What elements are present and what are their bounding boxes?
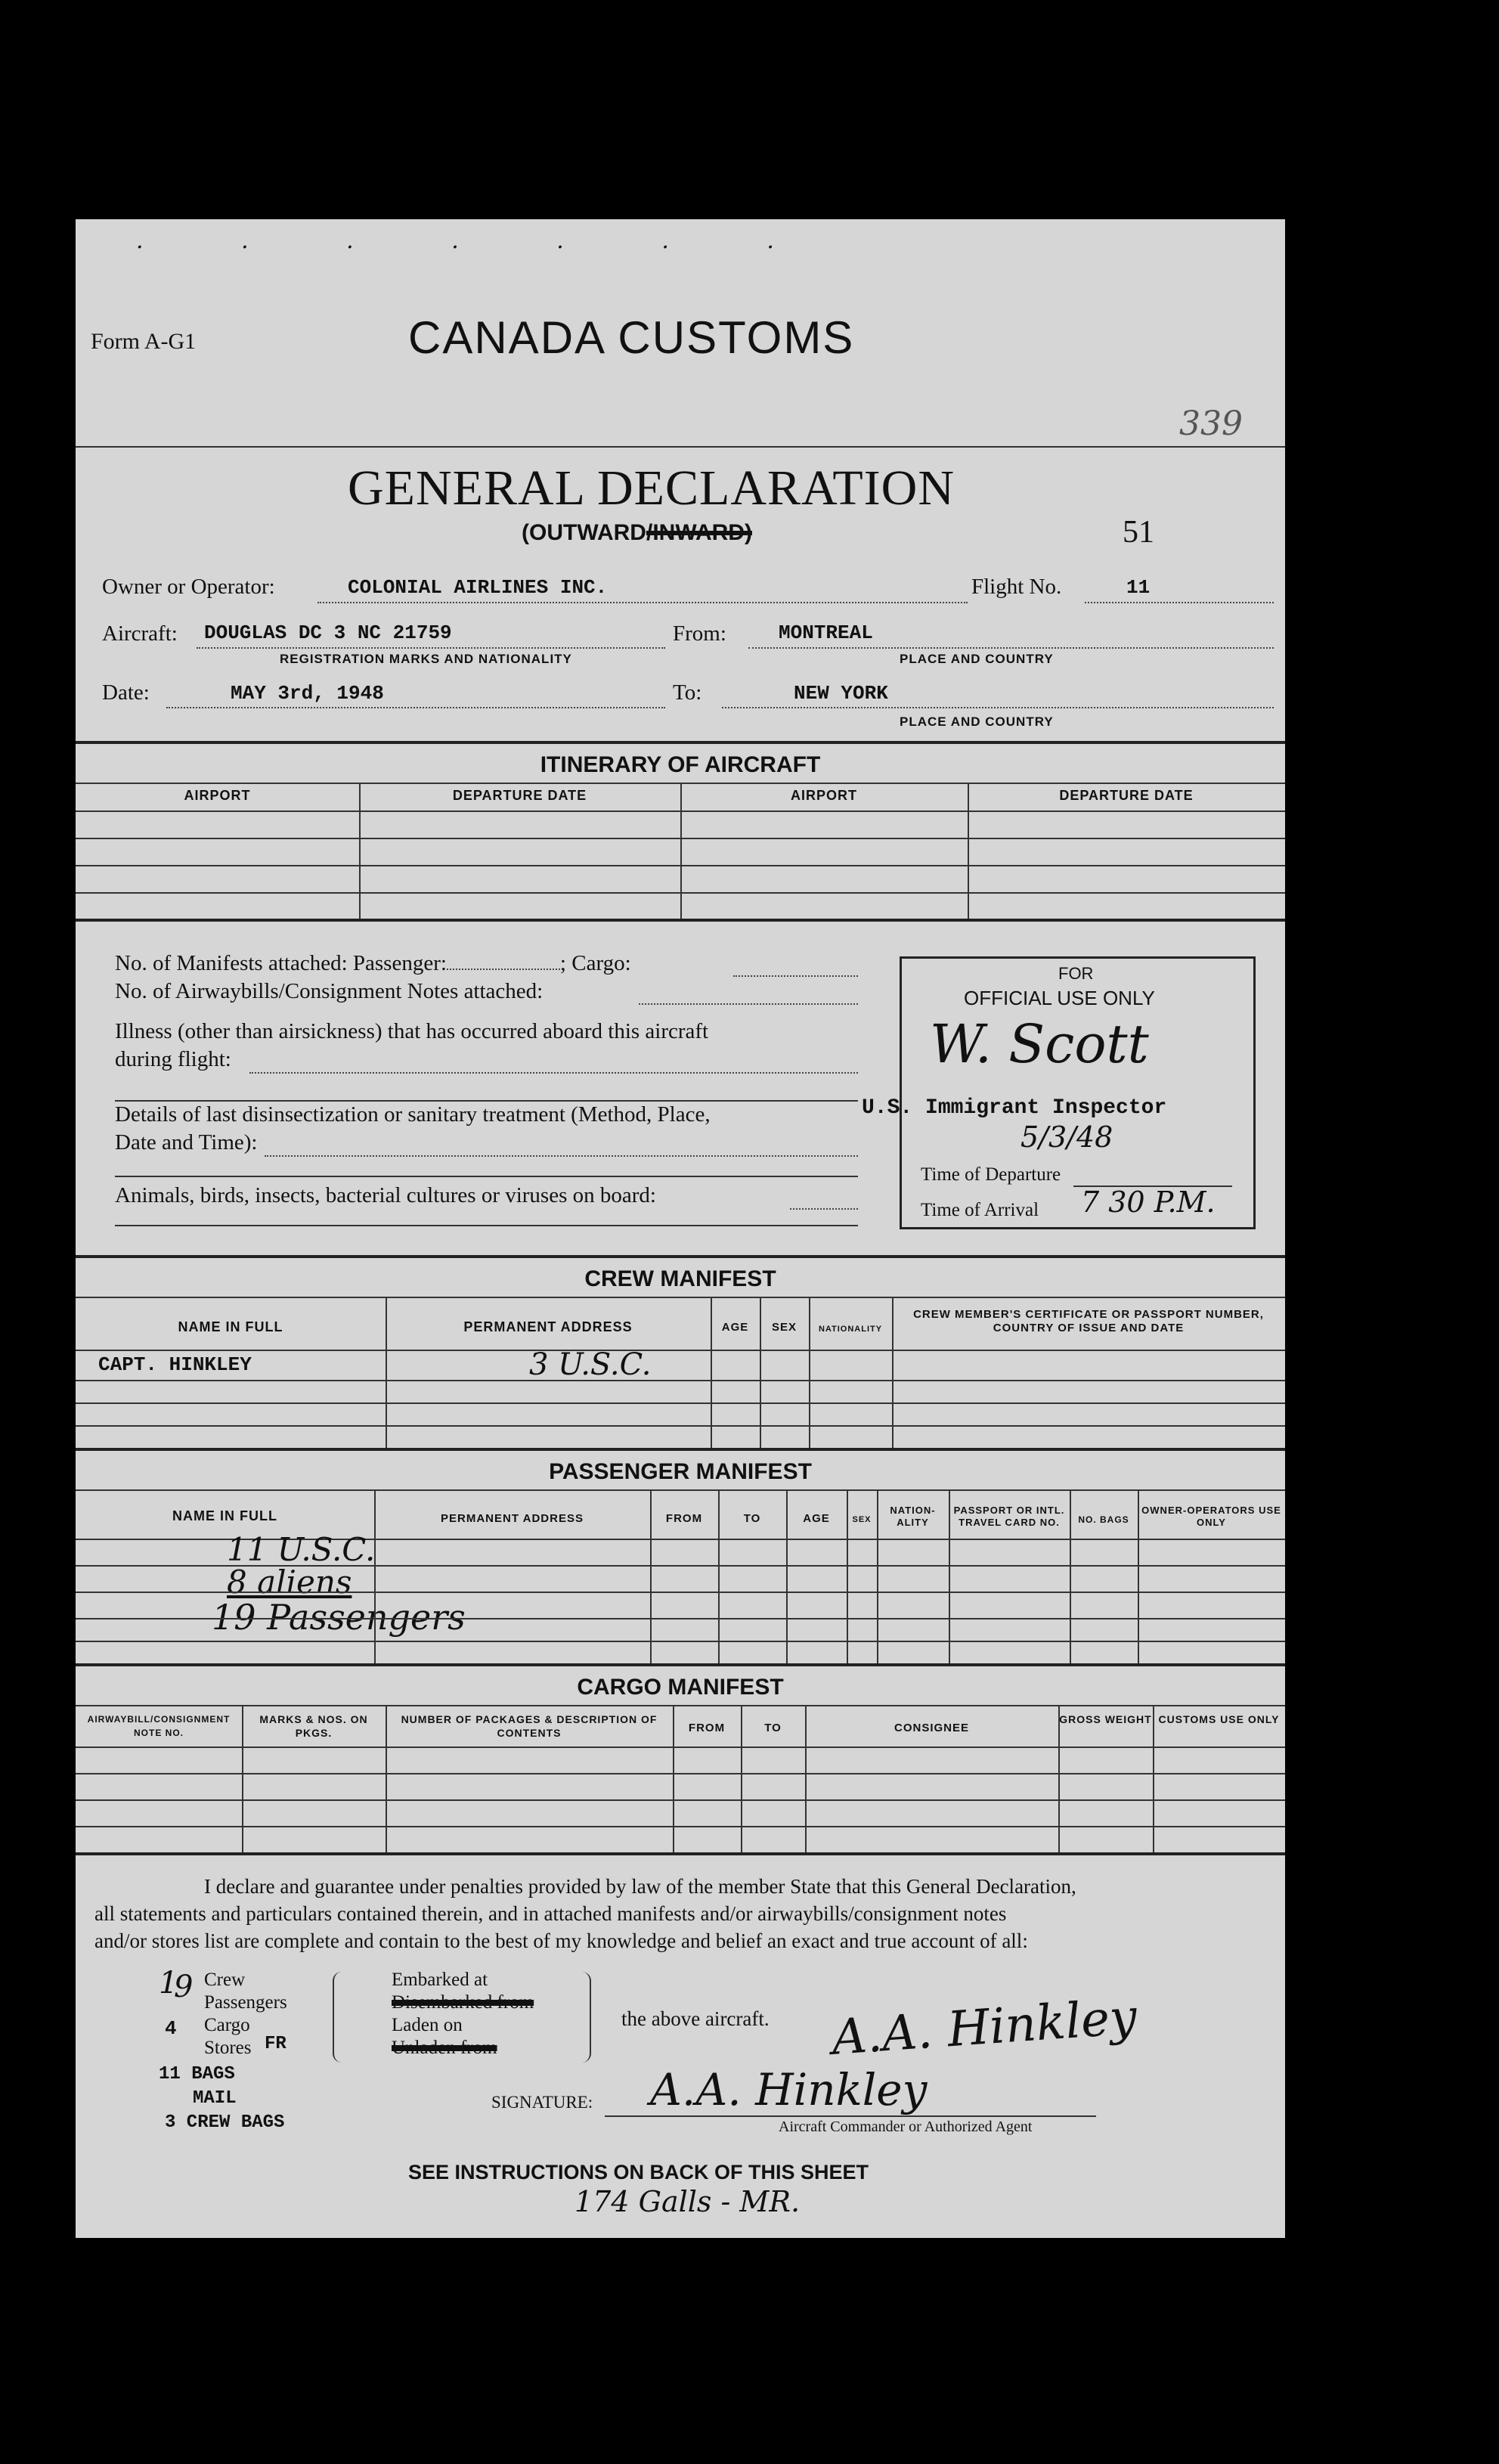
declaration-signature-caption: Aircraft Commander or Authorized Agent xyxy=(779,2118,1033,2135)
crew-rule-2 xyxy=(76,1402,1285,1404)
passenger-entry-3: 19 Passengers xyxy=(212,1597,466,1638)
crew-col-name: NAME IN FULL xyxy=(178,1319,283,1334)
cargo-col-to: TO xyxy=(764,1722,782,1734)
flight-line xyxy=(1085,602,1274,603)
passenger-rule-4 xyxy=(76,1641,1285,1642)
crew-vline-1 xyxy=(386,1297,387,1448)
cargo-vline-5 xyxy=(805,1705,807,1852)
crew-header-rule-top xyxy=(76,1297,1285,1298)
declaration-bracket xyxy=(333,1972,349,2063)
passenger-col-name: NAME IN FULL xyxy=(172,1508,277,1523)
cargo-rule-1 xyxy=(76,1773,1285,1774)
manifests-line-3a: Illness (other than airsickness) that has occurred aboard this aircraft xyxy=(115,1019,709,1043)
crew-col-certificate: CREW MEMBER'S CERTIFICATE OR PASSPORT NUMBER, COUNTRY OF ISSUE AND DATE xyxy=(913,1308,1264,1334)
declaration-unladen: Unladen from xyxy=(392,2038,497,2058)
passenger-header-rule-top xyxy=(76,1489,1285,1491)
itinerary-col-airport-2: AIRPORT xyxy=(791,788,857,803)
itinerary-bottom-rule xyxy=(76,919,1285,922)
subtitle-inward: /INWARD) xyxy=(646,520,752,545)
passenger-col-sex: SEX xyxy=(852,1515,872,1524)
official-date: 5/3/48 xyxy=(1020,1120,1113,1154)
agency-title: CANADA CUSTOMS xyxy=(408,312,855,363)
passenger-vline-6 xyxy=(877,1489,878,1663)
manifests-line-4-rule xyxy=(265,1155,858,1157)
subtitle-outward: (OUTWARD xyxy=(522,520,646,545)
manifests-passenger-label: No. of Manifests attached: Passenger: xyxy=(115,951,447,975)
date-value: MAY 3rd, 1948 xyxy=(231,682,384,705)
official-arrival-label: Time of Arrival xyxy=(921,1200,1039,1220)
from-label: From: xyxy=(673,621,726,646)
passenger-vline-4 xyxy=(786,1489,788,1663)
itinerary-vline-1 xyxy=(359,783,361,919)
cargo-top-rule xyxy=(76,1663,1285,1666)
passenger-vline-1 xyxy=(374,1489,376,1663)
declaration-signature-label: SIGNATURE: xyxy=(491,2093,593,2112)
cargo-title: CARGO MANIFEST xyxy=(577,1675,784,1700)
passenger-col-to: TO xyxy=(743,1512,761,1525)
crew-title: CREW MANIFEST xyxy=(584,1266,776,1291)
manifests-line-4a: Details of last disinsectization or sanitary treatment (Method, Place, xyxy=(115,1102,711,1127)
passenger-col-from: FROM xyxy=(665,1512,703,1525)
declaration-crew-label: Crew xyxy=(204,1970,246,1990)
from-line xyxy=(748,647,1274,649)
top-scribbles: · · · · · · · xyxy=(136,234,819,261)
declaration-instructions: SEE INSTRUCTIONS ON BACK OF THIS SHEET xyxy=(408,2161,869,2184)
manifests-cargo-line xyxy=(733,975,858,977)
from-caption: PLACE AND COUNTRY xyxy=(900,652,1054,666)
declaration-signature-line xyxy=(605,2115,1096,2117)
cargo-vline-4 xyxy=(741,1705,742,1852)
passenger-col-bags: NO. BAGS xyxy=(1078,1514,1129,1525)
manifests-line-3b: during flight: xyxy=(115,1047,231,1071)
aircraft-caption: REGISTRATION MARKS AND NATIONALITY xyxy=(280,652,572,666)
to-value: NEW YORK xyxy=(794,682,888,705)
crew-row-name: CAPT. HINKLEY xyxy=(98,1353,252,1376)
cargo-vline-1 xyxy=(242,1705,243,1852)
crew-col-age: AGE xyxy=(721,1321,749,1334)
crew-rule-1 xyxy=(76,1380,1285,1381)
declaration-passengers-label: Passengers xyxy=(204,1992,287,2013)
passenger-vline-5 xyxy=(847,1489,848,1663)
owner-line xyxy=(317,602,968,603)
passenger-col-age: AGE xyxy=(803,1512,830,1525)
itinerary-top-rule xyxy=(76,741,1285,744)
declaration-text-3: and/or stores list are complete and contain to the best of my knowledge and belief an exact and true account of all: xyxy=(94,1929,1028,1952)
cargo-col-from: FROM xyxy=(688,1722,726,1734)
passenger-col-address: PERMANENT ADDRESS xyxy=(441,1512,584,1525)
cargo-col-marks: MARKS & NOS. ON PKGS. xyxy=(259,1713,368,1739)
form-title: GENERAL DECLARATION xyxy=(348,460,955,516)
cargo-col-consignee: CONSIGNEE xyxy=(894,1722,969,1734)
declaration-handnote: 174 Galls - MR. xyxy=(575,2185,801,2218)
declaration-signature-hand: A.A. Hinkley xyxy=(650,2064,928,2115)
form-number: Form A-G1 xyxy=(91,329,197,354)
declaration-disembarked: Disembarked from xyxy=(392,1992,534,2013)
passenger-col-passport: PASSPORT OR INTL. TRAVEL CARD NO. xyxy=(953,1505,1065,1528)
crew-vline-4 xyxy=(809,1297,810,1448)
aircraft-line xyxy=(197,647,665,649)
itinerary-col-airport-1: AIRPORT xyxy=(184,788,251,803)
declaration-mail: MAIL xyxy=(193,2088,237,2109)
cargo-col-packages: NUMBER OF PACKAGES & DESCRIPTION OF CONTENTS xyxy=(401,1713,658,1739)
crew-vline-3 xyxy=(760,1297,761,1448)
itinerary-col-date-1: DEPARTURE DATE xyxy=(452,788,587,803)
owner-value: COLONIAL AIRLINES INC. xyxy=(348,576,608,599)
declaration-crew-count: 1 xyxy=(159,1966,178,2001)
passenger-col-nationality: NATION-ALITY xyxy=(890,1505,936,1528)
cargo-vline-2 xyxy=(386,1705,387,1852)
itinerary-vline-2 xyxy=(680,783,682,919)
to-label: To: xyxy=(673,680,702,705)
passenger-vline-2 xyxy=(650,1489,652,1663)
crew-row-address: 3 U.S.C. xyxy=(529,1347,652,1382)
itinerary-col-date-2: DEPARTURE DATE xyxy=(1059,788,1194,803)
crew-top-rule xyxy=(76,1255,1285,1258)
declaration-crew-bags: 3 CREW BAGS xyxy=(165,2112,285,2133)
cargo-vline-7 xyxy=(1153,1705,1154,1852)
official-stamp: U.S. Immigrant Inspector xyxy=(862,1096,1167,1120)
passenger-entry-2: 8 aliens xyxy=(227,1564,352,1601)
passenger-vline-7 xyxy=(949,1489,950,1663)
declaration-bracket-right xyxy=(575,1972,591,2063)
manifests-line-5-rule-2 xyxy=(115,1225,858,1226)
crew-vline-2 xyxy=(711,1297,712,1448)
declaration-passengers-count: 9 xyxy=(174,1970,194,2004)
cargo-col-airwaybill: AIRWAYBILL/CONSIGNMENT NOTE NO. xyxy=(87,1714,231,1738)
cargo-header-rule-top xyxy=(76,1705,1285,1706)
manifests-line-2-rule xyxy=(639,1003,858,1005)
passenger-rule-2 xyxy=(76,1592,1285,1593)
declaration-stores-note: FR xyxy=(265,2034,286,2054)
passenger-vline-8 xyxy=(1070,1489,1071,1663)
manifests-cargo-label: ; Cargo: xyxy=(559,951,631,975)
cargo-header-rule xyxy=(76,1746,1285,1748)
official-use-label: OFFICIAL USE ONLY xyxy=(964,987,1155,1009)
cargo-rule-2 xyxy=(76,1799,1285,1801)
manifests-line-5: Animals, birds, insects, bacterial cultures or viruses on board: xyxy=(115,1183,656,1207)
crew-header-rule xyxy=(76,1350,1285,1351)
cargo-vline-3 xyxy=(673,1705,674,1852)
to-caption: PLACE AND COUNTRY xyxy=(900,714,1054,729)
manifests-line-3-rule-2 xyxy=(115,1100,858,1102)
date-line xyxy=(166,707,665,708)
date-label: Date: xyxy=(102,680,150,705)
declaration-cargo-count: 4 xyxy=(165,2017,177,2040)
manifests-line-2: No. of Airwaybills/Consignment Notes attached: xyxy=(115,979,544,1003)
manifests-line-4b: Date and Time): xyxy=(115,1130,258,1155)
page-number: 51 xyxy=(1123,515,1154,550)
passenger-title: PASSENGER MANIFEST xyxy=(549,1459,812,1484)
crew-vline-5 xyxy=(892,1297,894,1448)
crew-col-sex: SEX xyxy=(771,1321,797,1334)
cargo-vline-6 xyxy=(1058,1705,1060,1852)
from-value: MONTREAL xyxy=(779,621,873,644)
cargo-col-weight: GROSS WEIGHT xyxy=(1059,1713,1152,1725)
official-for-label: FOR xyxy=(1058,964,1094,983)
official-signature: W. Scott xyxy=(930,1013,1149,1075)
passenger-vline-9 xyxy=(1138,1489,1139,1663)
declaration-text-1: I declare and guarantee under penalties provided by law of the member State that this General Declaration, xyxy=(204,1875,1076,1898)
declaration-text-2: all statements and particulars contained therein, and in attached manifests and/or airwaybills/consignment notes xyxy=(94,1902,1007,1925)
passenger-rule-3 xyxy=(76,1618,1285,1619)
cargo-bottom-rule xyxy=(76,1852,1285,1855)
official-departure-label: Time of Departure xyxy=(921,1164,1061,1185)
itinerary-vline-3 xyxy=(968,783,969,919)
declaration-embarked: Embarked at xyxy=(392,1970,488,1990)
itinerary-title: ITINERARY OF AIRCRAFT xyxy=(540,752,821,777)
cargo-col-customs: CUSTOMS USE ONLY xyxy=(1158,1713,1280,1725)
declaration-above-aircraft: the above aircraft. xyxy=(621,2007,770,2030)
declaration-cargo-label: Cargo xyxy=(204,2015,250,2035)
doc-number: 339 xyxy=(1179,404,1243,443)
manifests-line-3-rule xyxy=(249,1072,858,1074)
cargo-rule-3 xyxy=(76,1826,1285,1827)
passenger-rule-1 xyxy=(76,1565,1285,1567)
header-rule xyxy=(76,446,1285,448)
manifests-line-1 xyxy=(115,951,631,976)
form-subtitle xyxy=(522,520,752,546)
passenger-entry-1: 11 U.S.C. xyxy=(227,1531,376,1568)
declaration-stores-label: Stores xyxy=(204,2038,252,2058)
declaration-bags: 11 BAGS xyxy=(159,2064,235,2084)
manifests-line-4-rule-2 xyxy=(115,1176,858,1177)
official-arrival-value: 7 30 P.M. xyxy=(1081,1186,1216,1219)
passenger-top-rule xyxy=(76,1448,1285,1451)
aircraft-label: Aircraft: xyxy=(102,621,178,646)
aircraft-value: DOUGLAS DC 3 NC 21759 xyxy=(204,621,452,644)
flight-label: Flight No. xyxy=(971,575,1062,599)
declaration-laden: Laden on xyxy=(392,2015,463,2035)
flight-value: 11 xyxy=(1126,576,1151,599)
owner-label: Owner or Operator: xyxy=(102,575,275,599)
crew-rule-3 xyxy=(76,1425,1285,1427)
declaration-form xyxy=(76,219,1285,2238)
crew-col-nationality: NATIONALITY xyxy=(818,1325,883,1334)
manifests-line-5-rule xyxy=(790,1208,858,1210)
declaration-signature-hand-2: A.A. Hinkley xyxy=(829,1988,1139,2067)
passenger-col-owner: OWNER-OPERATORS USE ONLY xyxy=(1141,1505,1281,1528)
to-line xyxy=(722,707,1274,708)
crew-col-address: PERMANENT ADDRESS xyxy=(463,1319,633,1334)
passenger-vline-3 xyxy=(718,1489,720,1663)
